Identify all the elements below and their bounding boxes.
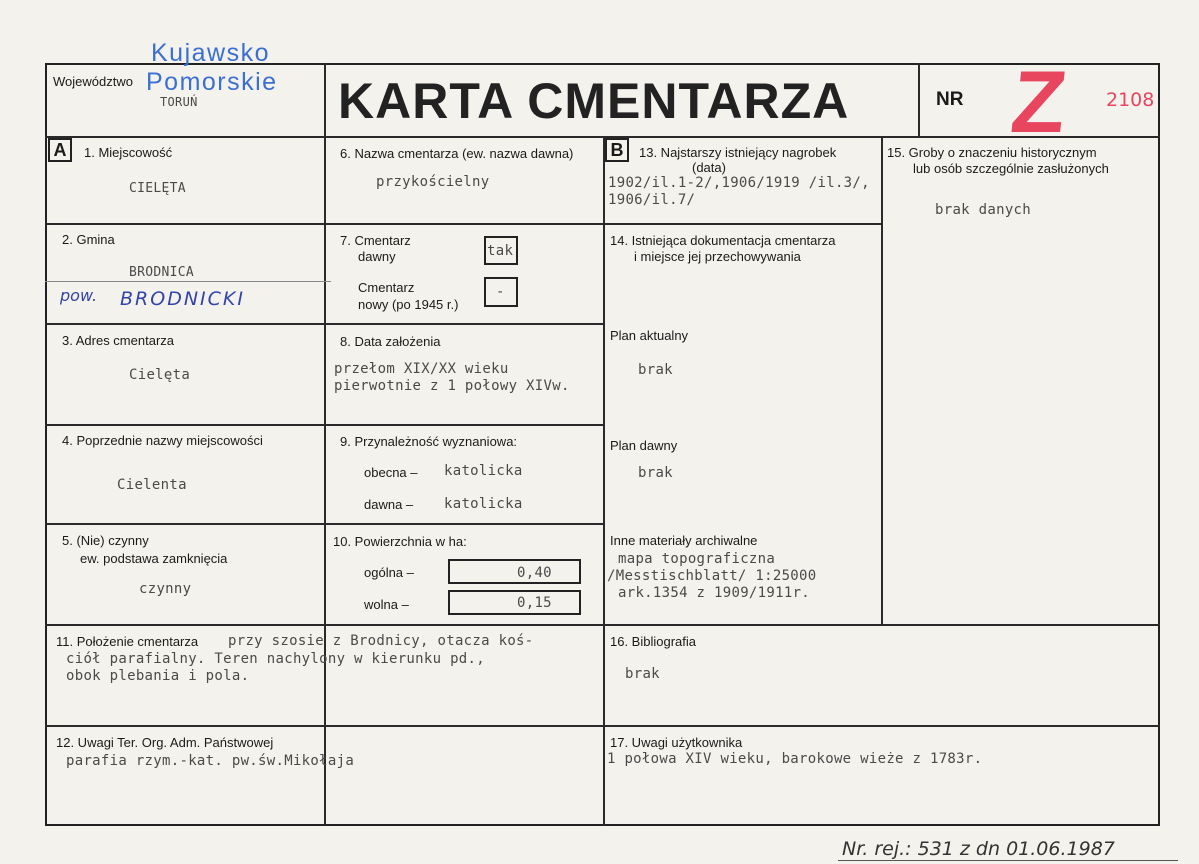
f13-label-line-2: (data): [692, 160, 726, 175]
f9-dawna-label: dawna –: [364, 497, 414, 512]
f10-ogolna-value: 0,40: [517, 565, 552, 581]
f6-label: 6. Nazwa cmentarza (ew. nazwa dawna): [340, 146, 574, 161]
f5-label-line-1: 5. (Nie) czynny: [62, 533, 149, 548]
f9-obecna-label: obecna –: [364, 465, 418, 480]
f10-wolna-label: wolna –: [364, 597, 409, 612]
f11-value-line-1: przy szosie z Brodnicy, otacza koś-: [228, 633, 534, 649]
f11-value-line-2: ciół parafialny. Teren nachylony w kierunku pd.,: [66, 651, 485, 667]
f13-label-line-1: 13. Najstarszy istniejący nagrobek: [639, 145, 837, 160]
f17-value: 1 połowa XIV wieku, barokowe wieże z 1783r.: [607, 751, 983, 767]
f12-label: 12. Uwagi Ter. Org. Adm. Państwowej: [56, 735, 274, 750]
f5-label-line-2: ew. podstawa zamknięcia: [80, 551, 228, 566]
f12-value: parafia rzym.-kat. pw.św.Mikołaja: [66, 753, 355, 769]
f14-plan-aktualny-value: brak: [638, 362, 673, 378]
divider-gmina-guide: [45, 281, 331, 282]
page-title: KARTA CMENTARZA: [338, 73, 850, 129]
nr-label: NR: [936, 89, 964, 110]
f9-obecna-value: katolicka: [444, 463, 523, 479]
f16-value: brak: [625, 666, 660, 682]
divider-col-2: [603, 137, 605, 825]
divider-row-5: [45, 624, 1160, 626]
f13-value-line-1: 1902/il.1-2/,1906/1919 /il.3/,: [608, 175, 870, 191]
f10-wolna-value: 0,15: [517, 595, 552, 611]
f14-label-line-2: i miejsce jej przechowywania: [634, 249, 801, 264]
divider-nr: [918, 63, 920, 137]
f7-label-nowy-1: Cmentarz: [358, 280, 415, 295]
f4-value: Cielenta: [117, 477, 187, 493]
f8-value-line-2: pierwotnie z 1 połowy XIVw.: [334, 378, 570, 394]
f10-label: 10. Powierzchnia w ha:: [333, 534, 467, 549]
f3-value: Cielęta: [129, 367, 191, 383]
f14-plan-dawny-label: Plan dawny: [610, 438, 678, 453]
f2-label: 2. Gmina: [62, 232, 115, 247]
divider-13-14: [603, 223, 881, 225]
divider-header: [45, 136, 1160, 138]
f3-label: 3. Adres cmentarza: [62, 333, 174, 348]
f9-label: 9. Przynależność wyznaniowa:: [340, 434, 518, 449]
section-a-badge: A: [48, 138, 72, 162]
f15-label-line-2: lub osób szczególnie zasłużonych: [913, 161, 1109, 176]
ref-note: Nr. rej.: 531 z dn 01.06.1987: [842, 838, 1115, 860]
f14-plan-aktualny-label: Plan aktualny: [610, 328, 689, 343]
nr-number: 2108: [1106, 89, 1155, 111]
f10-wolna-box[interactable]: [448, 590, 581, 615]
f17-label: 17. Uwagi użytkownika: [610, 735, 743, 750]
f16-label: 16. Bibliografia: [610, 634, 696, 649]
f4-label: 4. Poprzednie nazwy miejscowości: [62, 433, 263, 448]
f7-dawny-box[interactable]: [484, 236, 518, 265]
f10-ogolna-label: ogólna –: [364, 565, 414, 580]
f10-ogolna-box[interactable]: [448, 559, 581, 584]
f7-label-dawny-1: 7. Cmentarz: [340, 233, 411, 248]
f2-value: BRODNICA: [129, 265, 195, 280]
f14-inne-line-3: ark.1354 z 1909/1911r.: [618, 585, 811, 601]
wojewodztwo-label: Województwo: [53, 74, 133, 89]
divider-row-1: [45, 223, 603, 225]
f7-nowy-value: -: [496, 284, 505, 300]
f8-label: 8. Data założenia: [340, 334, 441, 349]
f14-inne-line-2: /Messtischblatt/ 1:25000: [607, 568, 817, 584]
f7-label-dawny-2: dawny: [358, 249, 396, 264]
f2-hand-value: BRODNICKI: [120, 288, 245, 310]
f1-label: 1. Miejscowość: [84, 145, 173, 160]
f14-inne-line-1: mapa topograficzna: [618, 551, 776, 567]
divider-col-3: [881, 137, 883, 625]
f11-value-line-3: obok plebania i pola.: [66, 668, 250, 684]
ref-underline: [838, 860, 1178, 861]
divider-row-3: [45, 424, 603, 426]
divider-col-1: [324, 63, 326, 825]
divider-row-6: [45, 725, 1160, 727]
f14-plan-dawny-value: brak: [638, 465, 673, 481]
nr-letter: Z: [1006, 52, 1072, 151]
f5-value: czynny: [139, 581, 192, 597]
f6-value: przykościelny: [376, 174, 490, 190]
f8-value-line-1: przełom XIX/XX wieku: [334, 361, 509, 377]
f1-value: CIELĘTA: [129, 181, 186, 196]
f11-label: 11. Położenie cmentarza: [56, 634, 199, 649]
f7-nowy-box[interactable]: [484, 277, 518, 307]
f7-dawny-value: tak: [487, 243, 514, 259]
stamp-line-1: Kujawsko: [151, 39, 270, 67]
divider-row-4: [45, 523, 603, 525]
f7-label-nowy-2: nowy (po 1945 r.): [358, 297, 459, 312]
section-b-badge: B: [605, 138, 629, 162]
f14-inne-label: Inne materiały archiwalne: [610, 533, 758, 548]
wojewodztwo-value: TORUŃ: [160, 95, 198, 109]
f9-dawna-value: katolicka: [444, 496, 523, 512]
stamp-line-2: Pomorskie: [146, 68, 278, 96]
f14-label-line-1: 14. Istniejąca dokumentacja cmentarza: [610, 233, 836, 248]
divider-row-2: [45, 323, 603, 325]
f15-label-line-1: 15. Groby o znaczeniu historycznym: [887, 145, 1097, 160]
f15-value: brak danych: [935, 202, 1032, 218]
f2-hand-prefix: pow.: [60, 286, 98, 305]
f13-value-line-2: 1906/il.7/: [608, 192, 696, 208]
